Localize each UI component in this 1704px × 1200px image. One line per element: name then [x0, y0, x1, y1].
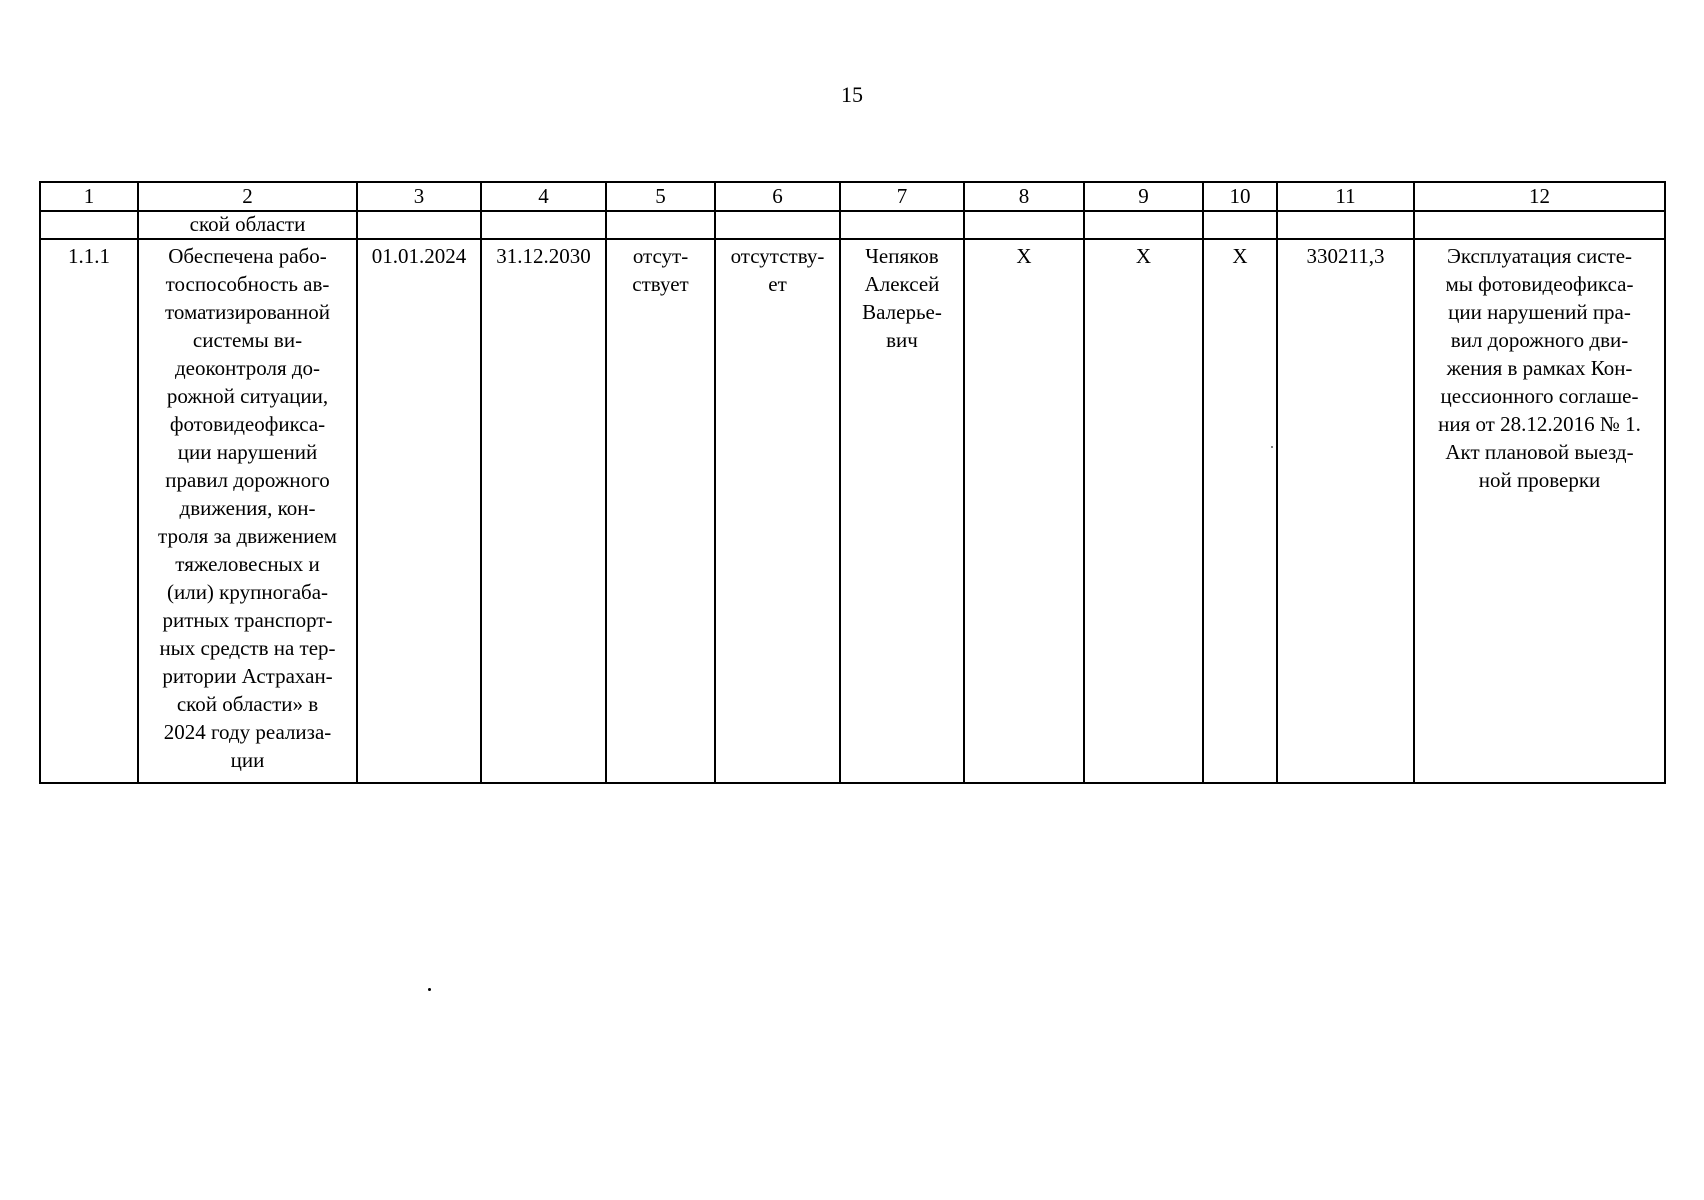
table-cell: Х — [1084, 239, 1203, 783]
column-number: 12 — [1414, 182, 1665, 211]
column-number: 8 — [964, 182, 1084, 211]
item-number-cell: 1.1.1 — [40, 239, 138, 783]
table-cell — [715, 211, 840, 239]
table-cell — [964, 211, 1084, 239]
column-number: 1 — [40, 182, 138, 211]
scan-speck — [428, 988, 431, 991]
event-description-cell: Обеспечена рабо- тоспособность ав- томатизированной системы ви- деоконтроля до- рожной ситуации, фотовидеофикса- ции нарушений правил дорожного движения, кон- троля за движением тяжеловесных и (или) крупногаба- ритных транспорт- ных средств на тер- ритории Астрахан- ской области» в 2024 году реализа- ции — [138, 239, 357, 783]
column-number: 4 — [481, 182, 606, 211]
document-table — [39, 181, 1666, 784]
table-cell — [40, 211, 138, 239]
page-number: 15 — [841, 82, 863, 107]
column-number: 7 — [840, 182, 964, 211]
column-number: 3 — [357, 182, 481, 211]
column-number-row — [40, 182, 1665, 211]
table-cell — [840, 211, 964, 239]
table-cell — [1084, 211, 1203, 239]
table-cell — [1414, 211, 1665, 239]
column-number: 5 — [606, 182, 715, 211]
column-number: 11 — [1277, 182, 1414, 211]
column-number: 6 — [715, 182, 840, 211]
column-number: 2 — [138, 182, 357, 211]
responsible-person-cell: Чепяков Алексей Валерье- вич — [840, 239, 964, 783]
note-cell: Эксплуатация систе- мы фотовидеофикса- ции нарушений пра- вил дорожного дви- жения в рамках Кон- цессионного соглаше- ния от 28.12.2016 № 1. Акт плановой выезд- ной проверки — [1414, 239, 1665, 783]
table-cell: Х — [964, 239, 1084, 783]
table-cell — [1277, 211, 1414, 239]
table-cell — [1203, 211, 1277, 239]
end-date-cell: 31.12.2030 — [481, 239, 606, 783]
continuation-row — [40, 211, 1665, 239]
table-cell: отсут- ствует — [606, 239, 715, 783]
table-cell: Х — [1203, 239, 1277, 783]
table-cell — [481, 211, 606, 239]
column-number: 9 — [1084, 182, 1203, 211]
scan-speck — [1271, 446, 1273, 448]
table-cell: отсутству- ет — [715, 239, 840, 783]
column-number: 10 — [1203, 182, 1277, 211]
table-cell — [606, 211, 715, 239]
table-cell: ской области — [138, 211, 357, 239]
amount-cell: 330211,3 — [1277, 239, 1414, 783]
start-date-cell: 01.01.2024 — [357, 239, 481, 783]
table-cell — [357, 211, 481, 239]
table-row — [40, 239, 1665, 783]
